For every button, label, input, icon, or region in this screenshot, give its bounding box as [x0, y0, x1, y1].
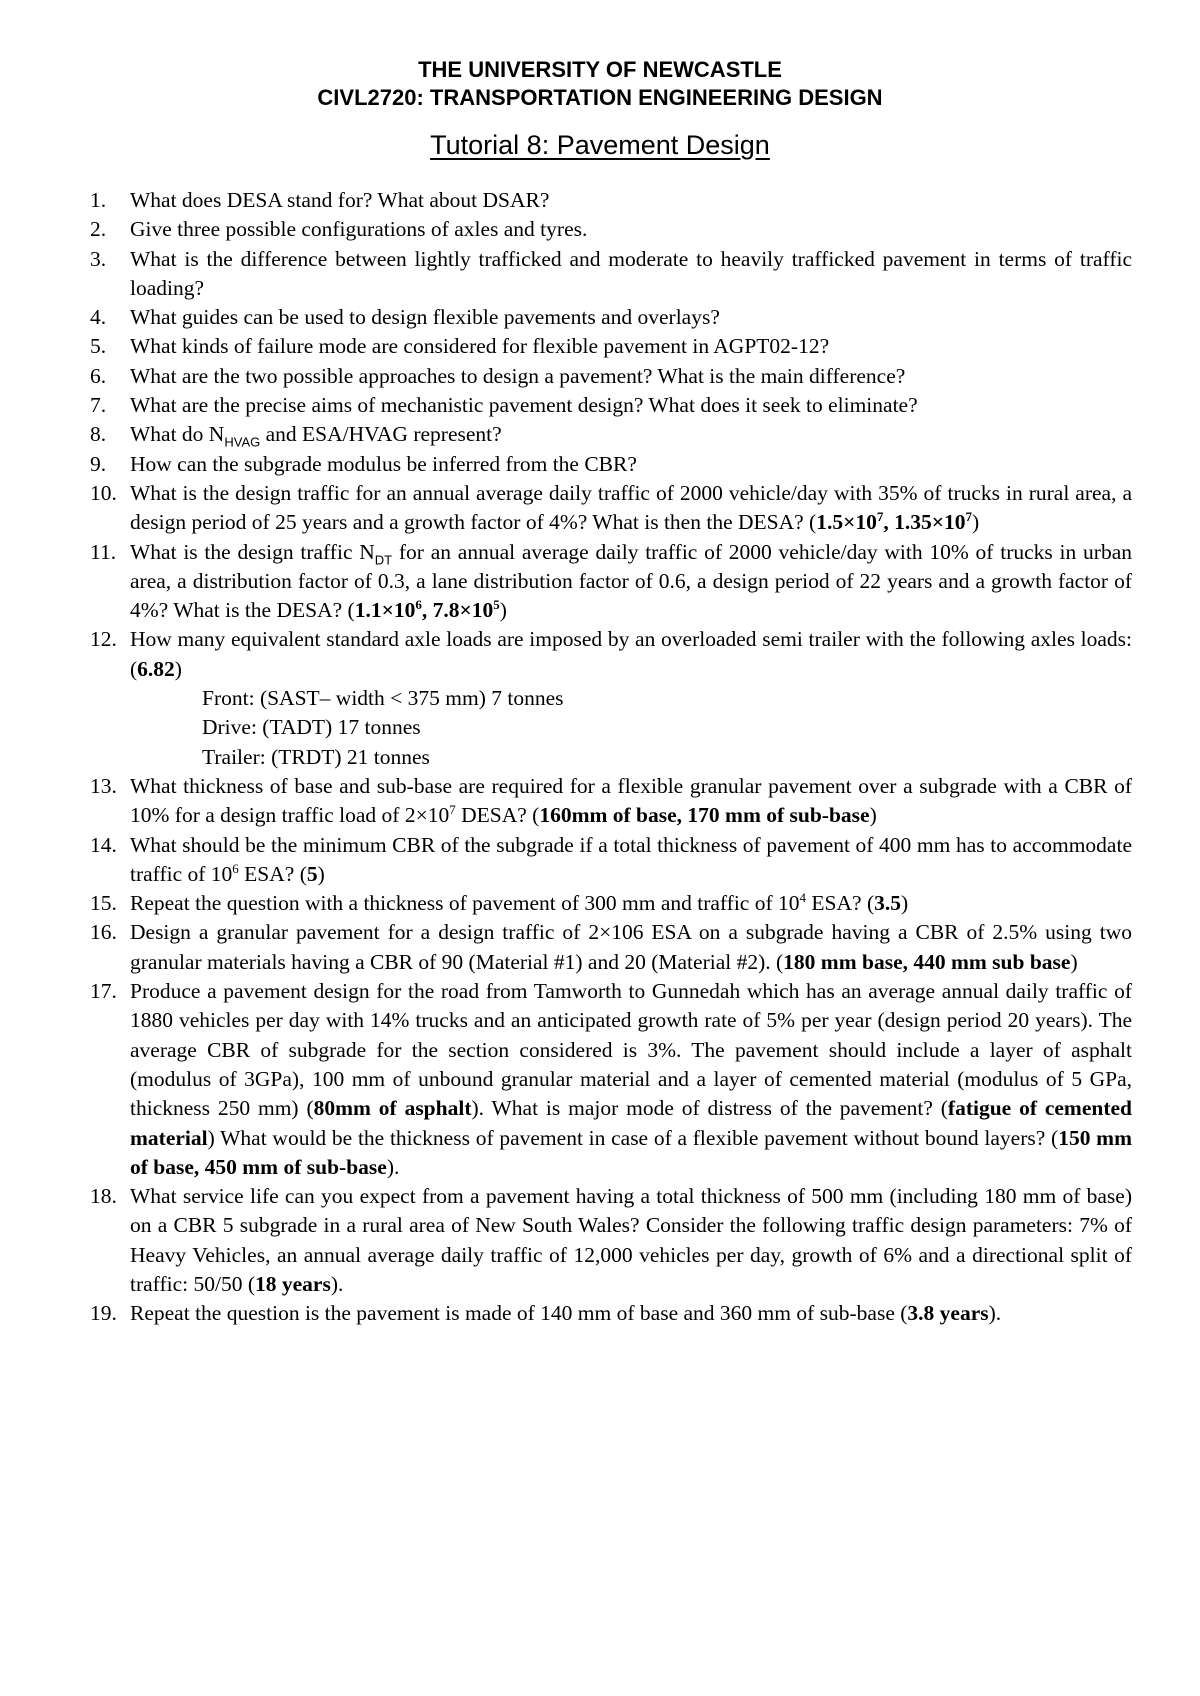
question-list	[90, 186, 1132, 1329]
university-heading: THE UNIVERSITY OF NEWCASTLE	[418, 57, 782, 82]
answer: 3.5	[874, 891, 901, 916]
question-item: 3. What is the difference between lightly trafficked and moderate to heavily trafficked pavement in terms of traffic loading?	[90, 246, 1132, 300]
question-item: 11. What is the design traffic $N_{DT}$ for an annual average daily traffic of 2000 vehicle/day with 10% of trucks in urban area, a distribution factor of 0.3, a lane distribution factor of 0.6, a design period of 22 years and a growth factor of 4%? What is the DESA? ($1.1\times 10^6$, $7.8\times 10^5$)	[90, 539, 1132, 623]
question-item: 13. What thickness of base and sub-base are required for a flexible granular pavement over a subgrade with a CBR of 10% for a design traffic load of $2\times 10^7$ DESA? (160mm of base, 170 mm of sub-base)	[90, 773, 1132, 828]
question-item: 6. What are the two possible approaches to design a pavement? What is the main difference?	[90, 363, 906, 388]
axle-load-line: Front: (SAST– width < 375 mm) 7 tonnes	[202, 686, 564, 711]
question-item: 14. What should be the minimum CBR of the subgrade if a total thickness of pavement of 400 mm has to accommodate traffic of $10^6$ ESA? (5)	[90, 832, 1132, 886]
question-item: 17. Produce a pavement design for the road from Tamworth to Gunnedah which has an average annual daily traffic of 1880 vehicles per day with 14% trucks and an anticipated growth rate of 5% per year (design period 20 years). The average CBR of subgrade for the section considered is 3%. The pavement should include a layer of asphalt (modulus of 3GPa), 100 mm of unbound granular material and a layer of cemented material (modulus of 5 GPa, thickness 250 mm) (80mm of asphalt). What is major mode of distress of the pavement? (fatigue of cemented material) What would be the thickness of pavement in case of a flexible pavement without bound layers? (150 mm of base, 450 mm of sub-base).	[90, 979, 1132, 1179]
answer: 3.8 years	[907, 1301, 989, 1326]
answer: 18 years	[255, 1271, 331, 1296]
answer: 6.82	[137, 656, 175, 681]
answer: 180 mm base, 440 mm sub base	[783, 949, 1071, 974]
answer: 5	[306, 861, 318, 886]
question-item: 19. Repeat the question is the pavement is made of 140 mm of base and 360 mm of sub-base (3.8 years).	[90, 1301, 1002, 1326]
axle-load-line: Drive: (TADT) 17 tonnes	[202, 715, 421, 740]
question-item: 9. How can the subgrade modulus be inferred from the CBR?	[90, 451, 637, 476]
answer: fatigue of cemented material	[130, 1096, 1132, 1150]
tutorial-title: Tutorial 8: Pavement Design	[430, 130, 770, 160]
axle-load-line: Trailer: (TRDT) 21 tonnes	[202, 744, 430, 769]
question-item: 10. What is the design traffic for an annual average daily traffic of 2000 vehicle/day with 35% of trucks in rural area, a design period of 25 years and a growth factor of 4%? What is then the DESA? ($1.5\times 10^7$, $1.35\times 10^7$)	[90, 480, 1132, 535]
course-heading: CIVL2720: TRANSPORTATION ENGINEERING DESIGN	[317, 85, 883, 110]
answer: 150 mm of base, 450 mm of sub-base	[130, 1125, 1132, 1179]
question-item: 15. Repeat the question with a thickness of pavement of 300 mm and traffic of $10^4$ ESA? (3.5)	[90, 889, 909, 916]
question-item: 4. What guides can be used to design flexible pavements and overlays?	[90, 305, 720, 330]
question-item: 18. What service life can you expect from a pavement having a total thickness of 500 mm (including 180 mm of base) on a CBR 5 subgrade in a rural area of New South Wales? Consider the following traffic design parameters: 7% of Heavy Vehicles, an annual average daily traffic of 12,000 vehicles per day, growth of 6% and a directional split of traffic: 50/50 (18 years).	[90, 1184, 1132, 1296]
question-item: 1. What does DESA stand for? What about DSAR?	[90, 188, 550, 212]
question-item: 8. What do $N_{HVAG}$ and ESA/HVAG represent?	[90, 422, 502, 450]
answer: $1.1\times 10^6$, $7.8\times 10^5$	[354, 597, 500, 623]
answer: 80mm of asphalt	[313, 1096, 472, 1121]
answer: 160mm of base, 170 mm of sub-base	[539, 803, 870, 828]
question-item: 12. How many equivalent standard axle loads are imposed by an overloaded semi trailer with the following axles loads: (6.82) Front: (SAST– width < 375 mm) 7 tonnes Drive: (TADT) 17 tonnes Trailer: (TRDT) 21 tonnes	[90, 625, 1132, 771]
question-item: 7. What are the precise aims of mechanistic pavement design? What does it seek to eliminate?	[90, 393, 918, 418]
question-item: 16. Design a granular pavement for a design traffic of 2×106 ESA on a subgrade having a CBR of 2.5% using two granular materials having a CBR of 90 (Material #1) and 20 (Material #2). (180 mm base, 440 mm sub base)	[90, 920, 1132, 974]
answer: $1.5\times 10^7$, $1.35\times 10^7$	[816, 509, 972, 535]
question-item: 5. What kinds of failure mode are considered for flexible pavement in AGPT02-12?	[90, 334, 830, 359]
question-item: 2. Give three possible configurations of axles and tyres.	[90, 217, 588, 242]
